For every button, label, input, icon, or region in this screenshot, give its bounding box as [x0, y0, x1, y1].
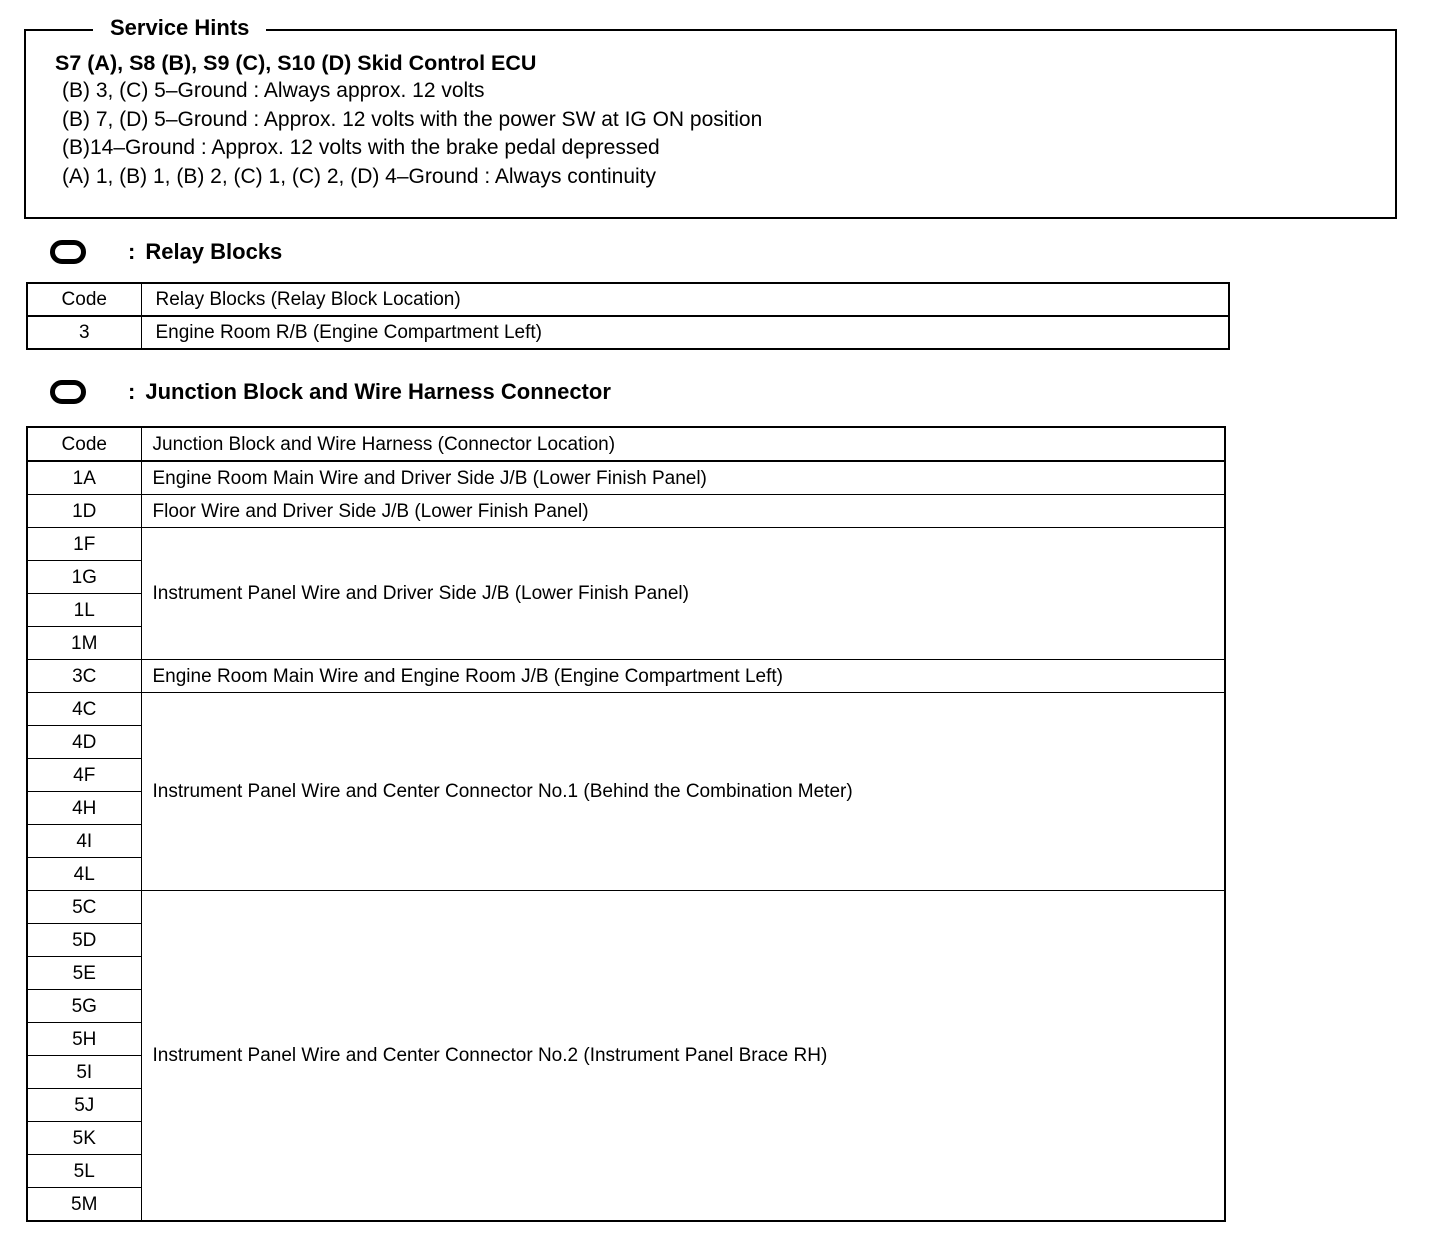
connector-code-cell: 5J — [27, 1089, 141, 1122]
service-hint-line: (B) 7, (D) 5–Ground : Approx. 12 volts with the power SW at IG ON position — [62, 107, 763, 131]
table-row — [27, 528, 1225, 561]
table-row — [27, 495, 1225, 528]
header-desc: Relay Blocks (Relay Block Location) — [141, 283, 1229, 316]
connector-desc-cell: Floor Wire and Driver Side J/B (Lower Finish Panel) — [141, 495, 1225, 528]
connector-desc-cell: Instrument Panel Wire and Center Connector No.2 (Instrument Panel Brace RH) — [141, 891, 1225, 1222]
junction-blocks-heading — [50, 376, 611, 408]
connector-code-cell: 1L — [27, 594, 141, 627]
connector-code-cell: 5L — [27, 1155, 141, 1188]
relay-blocks-colon: : — [128, 239, 136, 264]
table-header-row — [27, 283, 1229, 316]
connector-code-cell: 4H — [27, 792, 141, 825]
table-row — [27, 891, 1225, 924]
table-row — [27, 660, 1225, 693]
connector-code-cell: 5C — [27, 891, 141, 924]
relay-block-symbol-icon — [50, 240, 86, 264]
junction-blocks-title: Junction Block and Wire Harness Connector — [145, 379, 611, 404]
connector-desc-cell: Instrument Panel Wire and Center Connector No.1 (Behind the Combination Meter) — [141, 693, 1225, 891]
connector-code-cell: 5D — [27, 924, 141, 957]
junction-block-symbol-icon — [50, 380, 86, 404]
connector-code-cell: 5H — [27, 1023, 141, 1056]
connector-code-cell: 4I — [27, 825, 141, 858]
connector-code-cell: 1M — [27, 627, 141, 660]
service-hints-content — [55, 49, 762, 191]
table-header-row — [27, 427, 1225, 461]
service-hint-line: (B)14–Ground : Approx. 12 volts with the brake pedal depressed — [62, 136, 660, 159]
connector-desc-cell: Engine Room Main Wire and Engine Room J/B (Engine Compartment Left) — [141, 660, 1225, 693]
connector-code-cell: 1F — [27, 528, 141, 561]
header-code: Code — [27, 427, 141, 461]
table-row — [27, 461, 1225, 495]
service-hints-title: Service Hints — [93, 14, 266, 42]
connector-code-cell: 4D — [27, 726, 141, 759]
connector-code-cell: 5G — [27, 990, 141, 1023]
header-code: Code — [27, 283, 141, 316]
connector-desc-cell: Engine Room Main Wire and Driver Side J/B (Lower Finish Panel) — [141, 461, 1225, 495]
header-desc: Junction Block and Wire Harness (Connector Location) — [141, 427, 1225, 461]
connector-code-cell: 5E — [27, 957, 141, 990]
connector-code-cell: 5M — [27, 1188, 141, 1222]
relay-blocks-title: Relay Blocks — [145, 239, 283, 264]
relay-desc-cell: Engine Room R/B (Engine Compartment Left) — [141, 316, 1229, 349]
connector-desc-cell: Instrument Panel Wire and Driver Side J/B (Lower Finish Panel) — [141, 528, 1225, 660]
relay-code-cell: 3 — [27, 316, 141, 349]
connector-code-cell: 1A — [27, 461, 141, 495]
service-hints-heading: S7 (A), S8 (B), S9 (C), S10 (D) Skid Control ECU — [55, 51, 537, 75]
connector-code-cell: 3C — [27, 660, 141, 693]
connector-code-cell: 4C — [27, 693, 141, 726]
connector-code-cell: 5K — [27, 1122, 141, 1155]
relay-blocks-heading — [50, 236, 282, 268]
connector-code-cell: 1G — [27, 561, 141, 594]
service-hint-line: (A) 1, (B) 1, (B) 2, (C) 1, (C) 2, (D) 4–Ground : Always continuity — [62, 164, 656, 188]
table-row — [27, 316, 1229, 349]
relay-blocks-table — [26, 282, 1230, 350]
connector-code-cell: 5I — [27, 1056, 141, 1089]
junction-blocks-colon: : — [128, 379, 136, 404]
table-row — [27, 693, 1225, 726]
service-hint-line: (B) 3, (C) 5–Ground : Always approx. 12 volts — [62, 79, 485, 102]
connector-code-cell: 1D — [27, 495, 141, 528]
junction-blocks-table — [26, 426, 1226, 1222]
connector-code-cell: 4L — [27, 858, 141, 891]
connector-code-cell: 4F — [27, 759, 141, 792]
